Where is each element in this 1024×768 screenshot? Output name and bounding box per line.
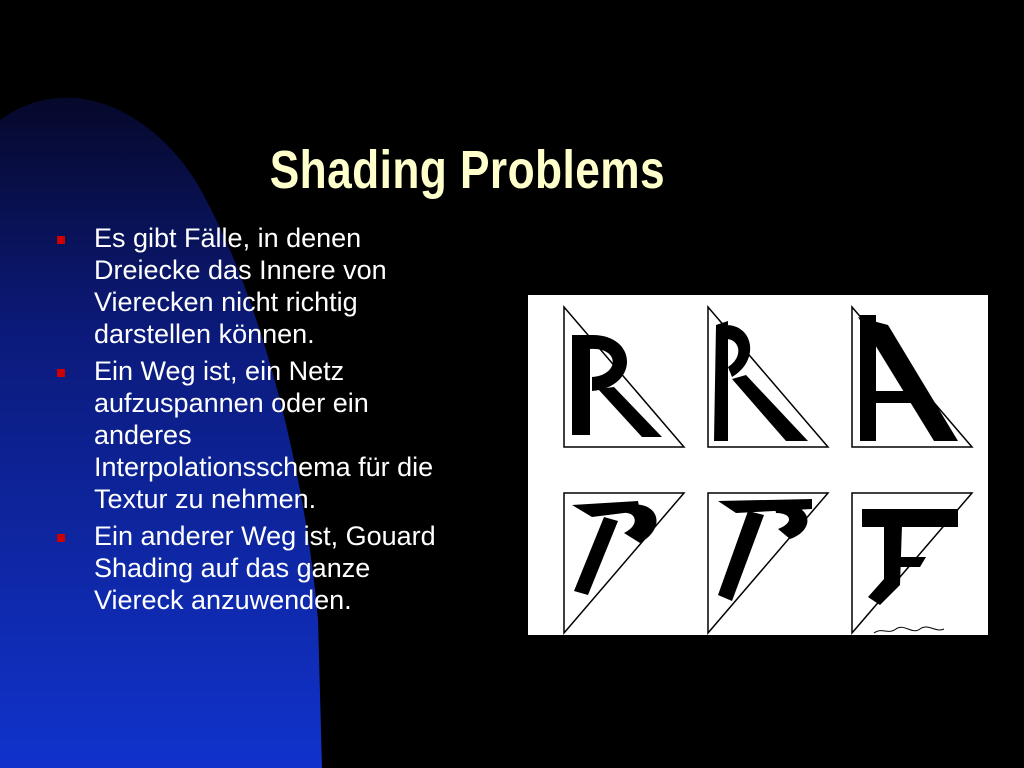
- bullet-item: [52, 520, 532, 616]
- slide-title: Shading Problems: [269, 140, 666, 200]
- bullet-square-icon: [57, 236, 65, 244]
- bullet-item: [52, 222, 532, 350]
- bullet-text: Ein Weg ist, ein Netz aufzuspannen oder ein anderes Interpolationsschema für die Textur zu nehmen.: [94, 356, 434, 514]
- bullet-item: [52, 355, 532, 515]
- bullet-square-icon: [57, 369, 65, 377]
- a-glyph: [858, 315, 958, 441]
- warped-glyph-2: [718, 499, 812, 601]
- bullet-text: Es gibt Fälle, in denen Dreiecke das Innere von Vierecken nicht richtig darstellen können.: [94, 223, 387, 349]
- bullet-text: Ein anderer Weg ist, Gouard Shading auf das ganze Viereck anzuwenden.: [94, 521, 436, 615]
- bullet-list: [52, 222, 532, 621]
- r-glyph-distorted: [714, 321, 808, 441]
- t-glyph: [862, 509, 958, 605]
- r-glyph: [572, 335, 662, 437]
- bullet-square-icon: [57, 534, 65, 542]
- warped-glyph-1: [572, 501, 657, 595]
- texture-triangles-figure: [528, 295, 988, 635]
- texture-triangles-image: [528, 295, 988, 635]
